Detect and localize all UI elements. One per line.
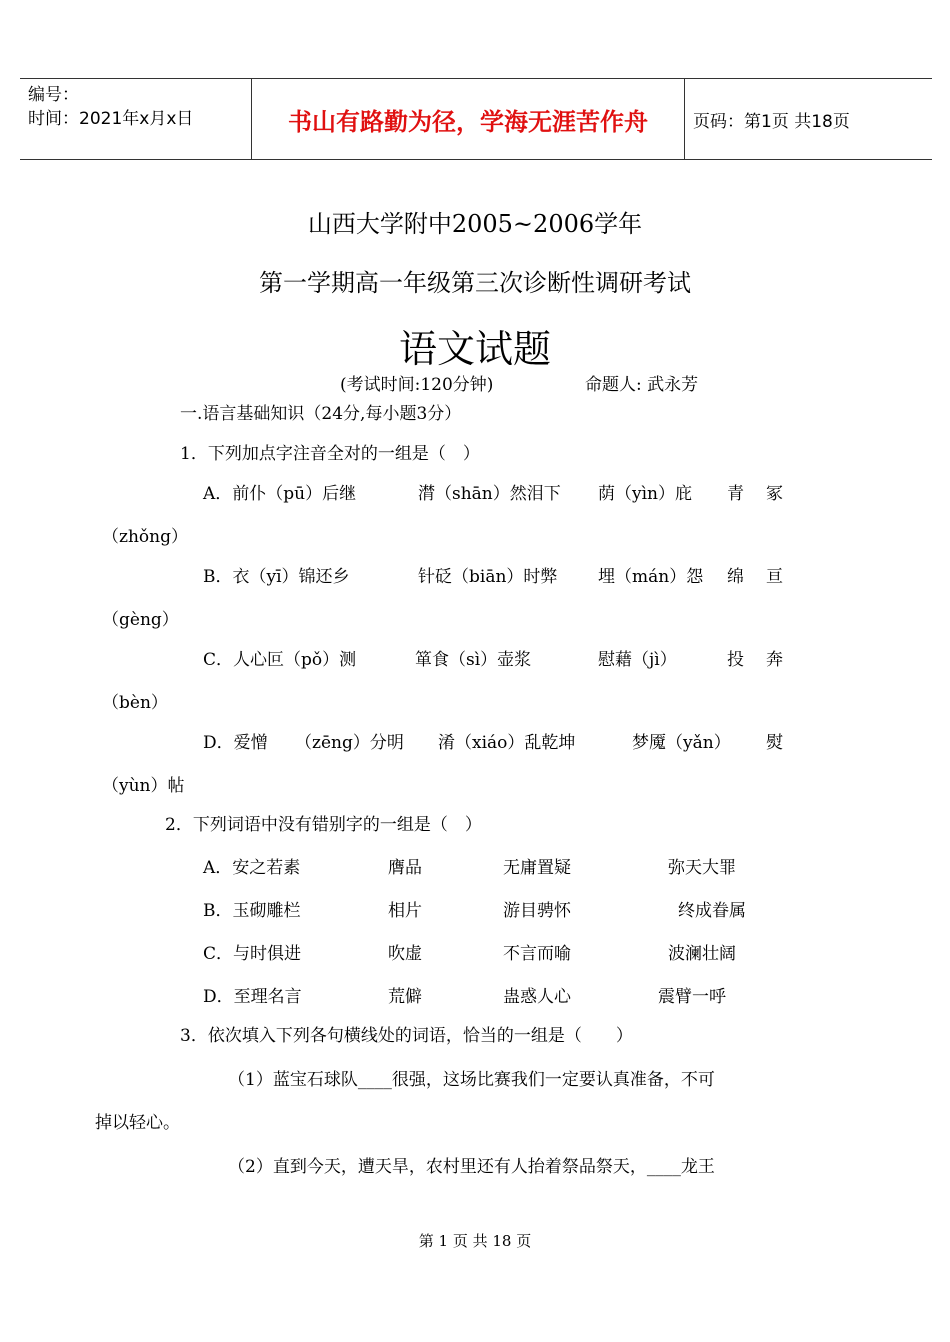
q1-option-d-1: D．爱憎 xyxy=(203,733,268,753)
q1-option-d-cont: （yùn）帖 xyxy=(102,776,185,796)
q1-option-d-3: 淆（xiáo）乱乾坤 xyxy=(438,733,576,753)
q2-a-4: 弥天大罪 xyxy=(668,858,736,878)
question-3-stem: 3．依次填入下列各句横线处的词语，恰当的一组是（ ） xyxy=(180,1026,633,1046)
q2-a-2: 膺品 xyxy=(388,858,422,878)
q2-b-4: 终成眷属 xyxy=(678,901,746,921)
q1-option-d-4: 梦魇（yǎn） xyxy=(632,733,731,753)
q2-c-1: C．与时俱进 xyxy=(203,944,302,964)
q1-option-b-5: 亘 xyxy=(766,567,783,587)
q2-c-3: 不言而喻 xyxy=(503,944,571,964)
q3-sentence-2a: （2）直到今天，遭天旱，农村里还有人抬着祭品祭天，____龙王 xyxy=(228,1157,715,1177)
q2-c-2: 吹虚 xyxy=(388,944,422,964)
q1-option-b-3: 埋（mán）怨 xyxy=(598,567,704,587)
q1-option-a-1: A．前仆（pū）后继 xyxy=(203,484,357,504)
question-1-stem: 1．下列加点字注音全对的一组是（ ） xyxy=(180,444,480,464)
q1-option-d-5: 熨 xyxy=(766,733,783,753)
header-page-label: 页码：第1页 共18页 xyxy=(693,111,850,132)
exam-author: 命题人: 武永芳 xyxy=(585,375,699,395)
q1-option-c-1: C．人心叵（pǒ）测 xyxy=(203,650,357,670)
q3-sentence-1b: 掉以轻心。 xyxy=(95,1113,180,1133)
header-motto: 书山有路勤为径，学海无涯苦作舟 xyxy=(251,79,685,159)
q3-sentence-1a: （1）蓝宝石球队____很强，这场比赛我们一定要认真准备，不可 xyxy=(228,1070,715,1090)
q2-b-1: B．玉砌雕栏 xyxy=(203,901,301,921)
q2-c-4: 波澜壮阔 xyxy=(668,944,736,964)
q2-a-1: A．安之若素 xyxy=(203,858,301,878)
q2-b-3: 游目骋怀 xyxy=(503,901,571,921)
q1-option-a-4: 青 xyxy=(727,484,744,504)
q1-option-c-5: 奔 xyxy=(766,650,783,670)
q2-a-3: 无庸置疑 xyxy=(503,858,571,878)
q1-option-b-4: 绵 xyxy=(727,567,744,587)
q1-option-c-cont: （bèn） xyxy=(102,693,168,713)
q1-option-c-2: 箪食（sì）壶浆 xyxy=(415,650,532,670)
q1-option-b-1: B．衣（yī）锦还乡 xyxy=(203,567,350,587)
time-label: 时间：2021年x月x日 xyxy=(28,109,194,129)
number-label: 编号： xyxy=(28,85,79,105)
q1-option-c-3: 慰藉（jì） xyxy=(598,650,677,670)
q1-option-a-3: 荫（yìn）庇 xyxy=(598,484,692,504)
q1-option-d-2: （zēng）分明 xyxy=(295,733,404,753)
question-2-stem: 2．下列词语中没有错别字的一组是（ ） xyxy=(165,815,482,835)
title-line-2: 第一学期高一年级第三次诊断性调研考试 xyxy=(259,269,691,297)
q2-d-3: 蛊惑人心 xyxy=(503,987,571,1007)
q1-option-c-4: 投 xyxy=(727,650,744,670)
q1-option-a-5: 冢 xyxy=(766,484,783,504)
q2-d-4: 震臂一呼 xyxy=(658,987,726,1007)
title-line-3: 语文试题 xyxy=(398,327,551,371)
q2-d-2: 荒僻 xyxy=(388,987,422,1007)
q1-option-b-2: 针砭（biān）时弊 xyxy=(418,567,558,587)
header-meta xyxy=(28,79,250,163)
section-heading: 一.语言基础知识（24分,每小题3分） xyxy=(180,404,462,424)
exam-time: (考试时间:120分钟) xyxy=(340,375,494,395)
page-header xyxy=(20,78,932,160)
page-footer: 第 1 页 共 18 页 xyxy=(418,1232,532,1250)
q1-option-a-cont: （zhǒng） xyxy=(102,527,188,547)
title-line-1: 山西大学附中2005~2006学年 xyxy=(307,210,643,238)
q2-b-2: 相片 xyxy=(388,901,422,921)
q2-d-1: D．至理名言 xyxy=(203,987,302,1007)
q1-option-b-cont: （gèng） xyxy=(102,610,179,630)
q1-option-a-2: 潸（shān）然泪下 xyxy=(418,484,561,504)
